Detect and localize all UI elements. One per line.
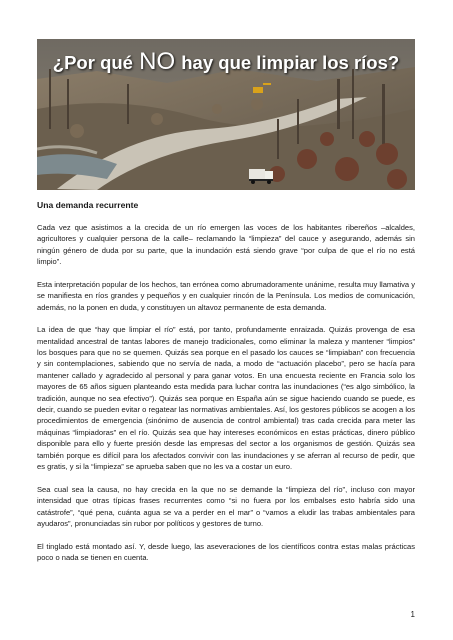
section-heading: Una demanda recurrente (37, 200, 139, 210)
hero-photo (37, 39, 415, 190)
article-body (37, 200, 415, 575)
page-number: 1 (410, 610, 415, 619)
paragraph-3: La idea de que “hay que limpiar el río” está, por tanto, profundamente enraizada. Quizás provenga de esa mentalidad ancestral de tantas labores de manejo tradicionales, como eliminar la maleza y mantener “limpios” los bosques para que no se quemen. Quizás sea porque en el pasado los cauces se “limpiaban” con frecuencia y sin contemplaciones, sabiendo que no servía de nada, a modo de “actuación placebo”, pero se hacía para mantener callado y agradecido al personal y para ganar votos. En una encuesta reciente en Francia solo los mayores de 65 años siguen planteando esta medida para luchar contra las inundaciones (“es algo simbólico, la tradición, aunque no sea efectivo”). Quizás sea porque en España aún se sigue haciendo cuando se puede, es decir, cuando se pueden evitar o regatear las normativas ambientales. Así, los gestores públicos se acogen a los procedimientos de emergencia (sinónimo de ausencia de control ambiental) tras cada crecida para meter las máquinas “limpiadoras” en el río. Quizás sea que hay intereses económicos en estas prácticas, dinero público disponible para ello y fuerte presión desde las empresas del sector a los organismos de gestión. Quizás sea también porque es difícil para los afectados convivir con las inundaciones y se aferran al recurso de pedir, que es gratis, y si la “limpieza” se aprueba saben que no les va a costar un euro. (37, 325, 415, 472)
paragraph-4: Sea cual sea la causa, no hay crecida en la que no se demande la “limpieza del río”, incluso con mayor intensidad que otras típicas frases recurrentes como “si no fuera por los embalses esto habría sido una catástrofe”, “qué pena, cuánta agua se va a perder en el mar” o “vamos a eludir las trabas ambientales para ayudaros”, pronunciadas sin rubor por políticos y gestores de turno. (37, 484, 415, 528)
paragraph-5: El tinglado está montado así. Y, desde luego, las aseveraciones de los científicos contra estas malas prácticas poco o nada se tienen en cuenta. (37, 541, 415, 562)
title-emphasis: NO (139, 48, 176, 75)
page-title: ¿Por qué NO hay que limpiar los ríos? (52, 48, 400, 75)
paragraph-2: Esta interpretación popular de los hechos, tan errónea como abrumadoramente unánime, resulta muy llamativa y se manifiesta en ríos grandes y pequeños y en cualquier rincón de la Península. Los medios de comunicación, además, no la ponen en duda, y constituyen un altavoz permanente de esta demanda. (37, 279, 415, 312)
paragraph-1: Cada vez que asistimos a la crecida de un río emergen las voces de los habitantes ribereños –alcaldes, agricultores y cualquier persona de la calle– reclamando la “limpieza” del cauce y asegurando, además sin ningún género de duda por su parte, que la inundación está siendo grave “por culpa de que el río no está limpio”. (37, 223, 415, 267)
